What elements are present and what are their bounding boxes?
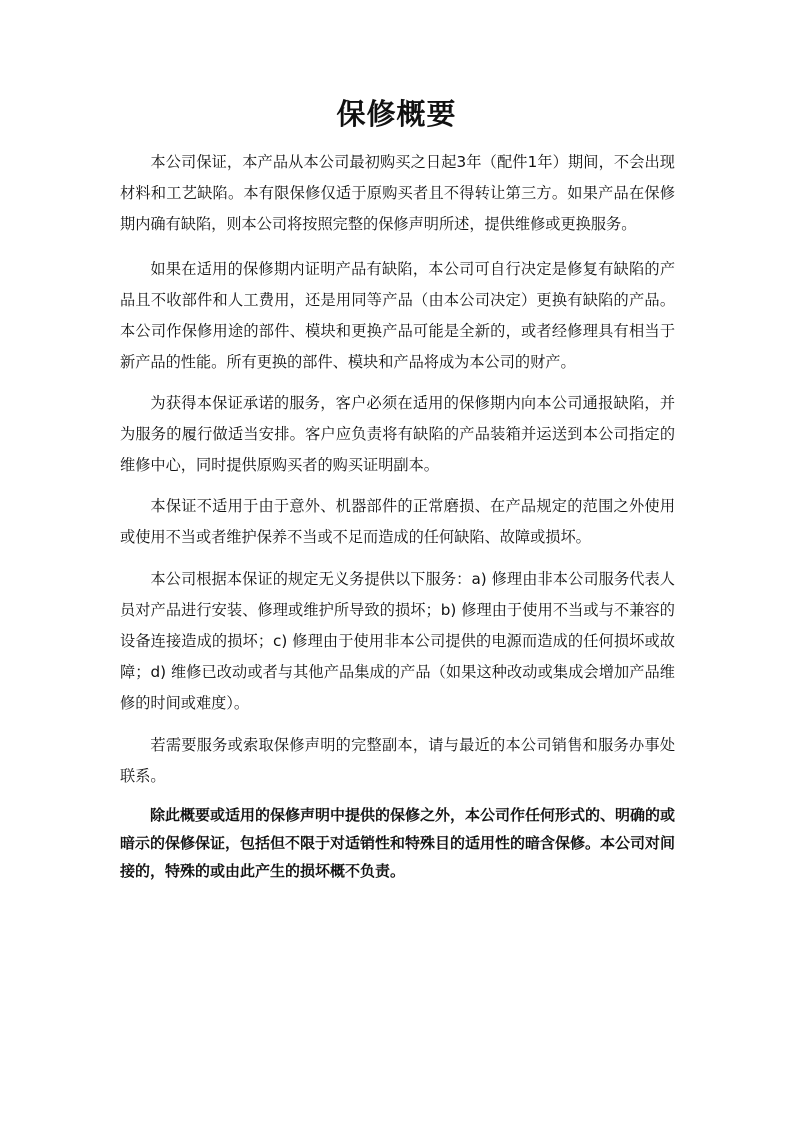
page-title: 保修概要 bbox=[336, 97, 457, 131]
paragraph-exclusions: 本保证不适用于由于意外、机器部件的正常磨损、在产品规定的范围之外使用或使用不当或者维护保养不当或不足而造成的任何缺陷、故障或损坏。 bbox=[120, 497, 675, 546]
paragraph-contact: 若需要服务或索取保修声明的完整副本，请与最近的本公司销售和服务办事处联系。 bbox=[120, 736, 675, 785]
paragraph-warranty-period: 本公司保证，本产品从本公司最初购买之日起3年（配件1年）期间，不会出现材料和工艺缺陷。本有限保修仅适于原购买者且不得转让第三方。如果产品在保修期内确有缺陷，则本公司将按照完整的保修声明所述，提供维修或更换服务。 bbox=[120, 153, 675, 233]
paragraph-disclaimer: 除此概要或适用的保修声明中提供的保修之外，本公司作任何形式的、明确的或暗示的保修保证，包括但不限于对适销性和特殊目的适用性的暗含保修。本公司对间接的，特殊的或由此产生的损坏概不负责。 bbox=[120, 806, 676, 880]
paragraph-repair-replace: 如果在适用的保修期内证明产品有缺陷，本公司可自行决定是修复有缺陷的产品且不收部件和人工费用，还是用同等产品（由本公司决定）更换有缺陷的产品。本公司作保修用途的部件、模块和更换产品可能是全新的，或者经修理具有相当于新产品的性能。所有更换的部件、模块和产品将成为本公司的财产。 bbox=[120, 260, 675, 371]
paragraph-service-procedure: 为获得本保证承诺的服务，客户必须在适用的保修期内向本公司通报缺陷，并为服务的履行做适当安排。客户应负责将有缺陷的产品装箱并运送到本公司指定的维修中心，同时提供原购买者的购买证明副本。 bbox=[120, 394, 675, 474]
paragraph-no-obligation: 本公司根据本保证的规定无义务提供以下服务：a) 修理由非本公司服务代表人员对产品进行安装、修理或维护所导致的损坏；b) 修理由于使用不当或与不兼容的设备连接造成的损坏；c) 修理由于使用非本公司提供的电源而造成的任何损坏或故障；d) 维修已改动或者与其他产品集成的产品（如果这种改动或集成会增加产品维修的时间或难度）。 bbox=[120, 570, 675, 712]
